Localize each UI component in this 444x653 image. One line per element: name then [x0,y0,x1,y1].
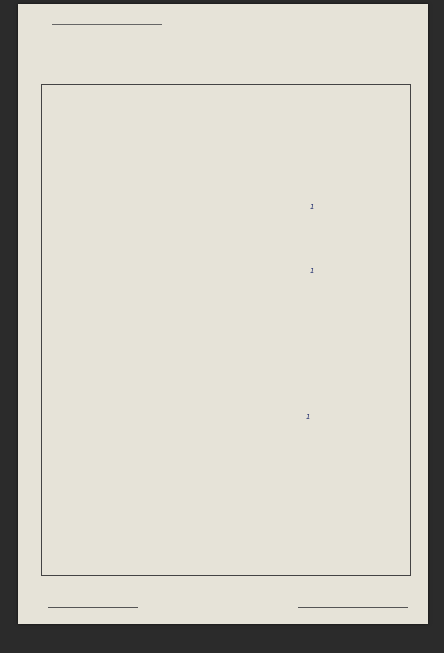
ink-clerks-val: 1 [306,413,311,421]
ink-sign-val1: 1 [310,267,315,275]
page-title [48,59,408,71]
unit-line [52,24,162,25]
strength-table [41,84,411,576]
signature-line [298,607,408,608]
title-line-2 [48,59,408,71]
ink-photo-val1: 1 [310,203,315,211]
archive-caption-bar [0,636,444,653]
date-line [48,607,138,608]
form-page [18,4,428,624]
